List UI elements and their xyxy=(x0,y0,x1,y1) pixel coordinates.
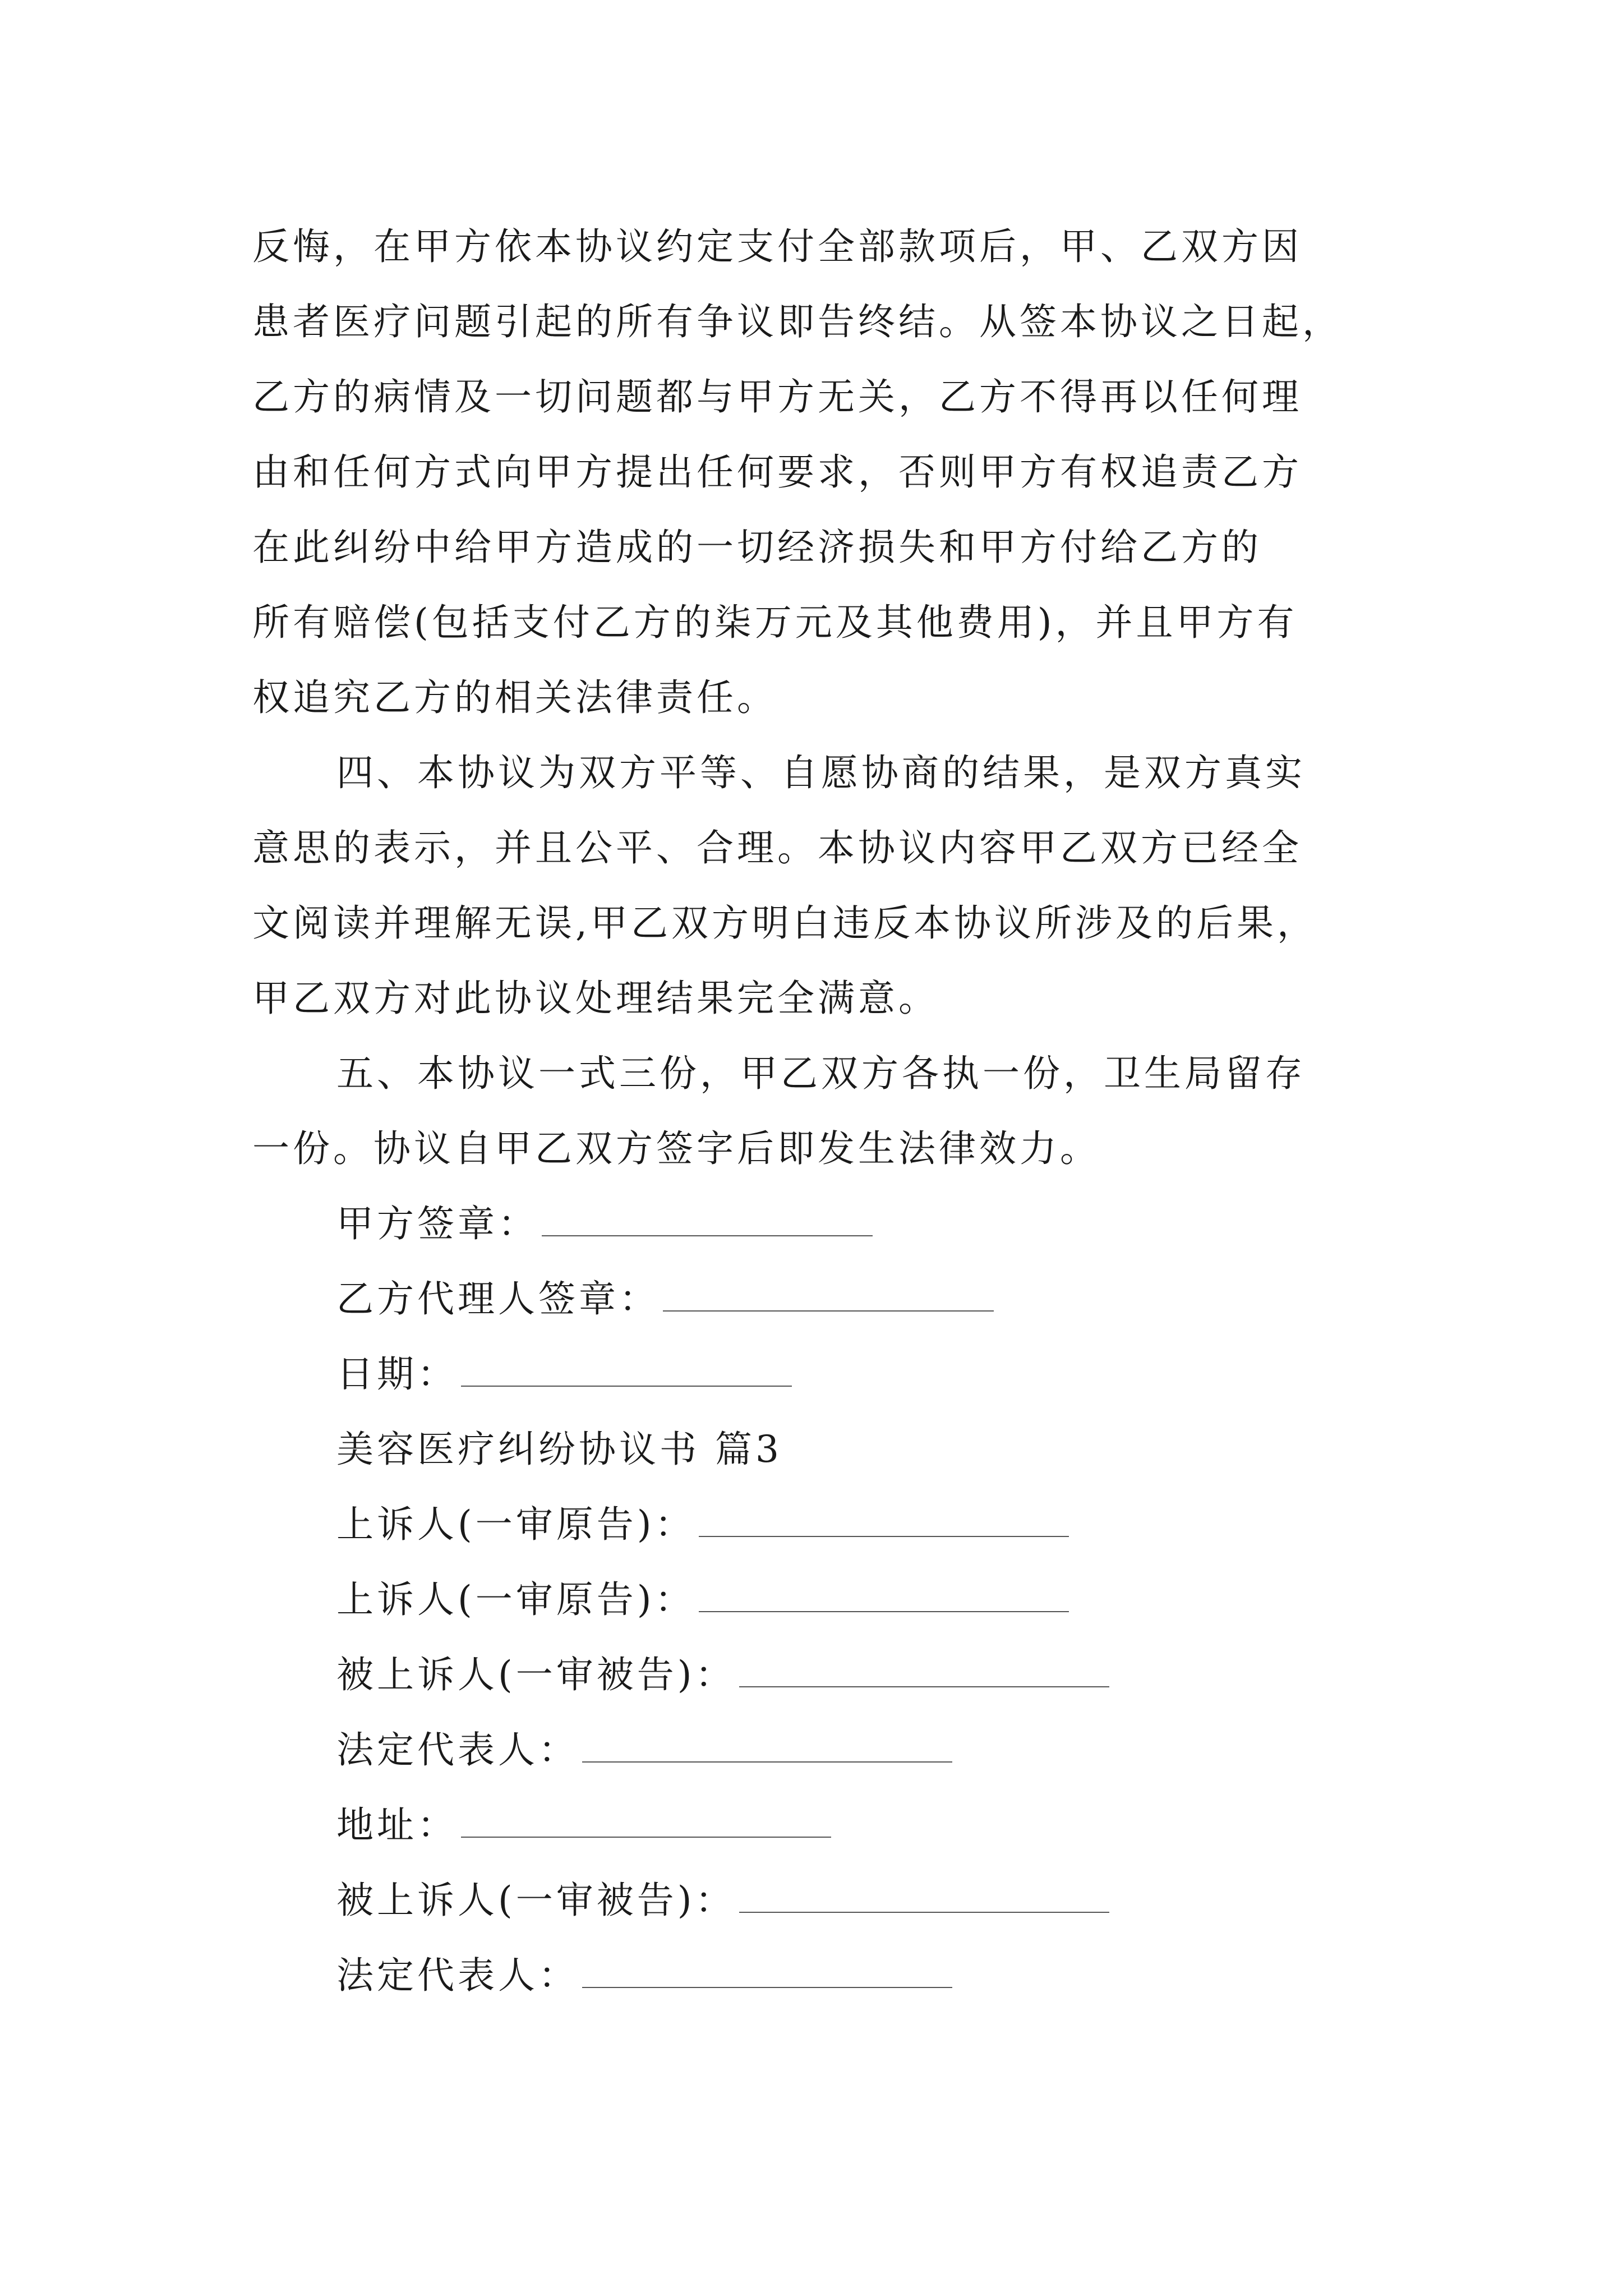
appellant-blank xyxy=(699,1508,1069,1537)
paragraph-line: 意思的表示，并且公平、合理。本协议内容甲乙双方已经全 xyxy=(252,826,1302,869)
appellant-row xyxy=(336,1577,1069,1622)
appellant-label: 上诉人(一审原告)： xyxy=(336,1503,695,1546)
section-title: 美容医疗纠纷协议书 篇3 xyxy=(336,1428,782,1471)
appellant-blank xyxy=(699,1583,1069,1612)
legal-representative-row xyxy=(336,1953,952,1998)
party-b-agent-signature-blank xyxy=(663,1282,994,1312)
paragraph-line: 甲乙双方对此协议处理结果完全满意。 xyxy=(252,977,939,1020)
party-a-signature-blank xyxy=(542,1207,873,1236)
date-blank xyxy=(461,1358,792,1387)
date-row xyxy=(336,1352,792,1397)
legal-representative-label: 法定代表人： xyxy=(336,1728,579,1772)
party-b-agent-signature-row xyxy=(336,1277,994,1322)
appellee-row xyxy=(336,1878,1109,1923)
paragraph-line: 所有赔偿(包括支付乙方的柒万元及其他费用)，并且甲方有 xyxy=(252,601,1298,644)
party-a-signature-label: 甲方签章： xyxy=(336,1202,538,1245)
legal-representative-row xyxy=(336,1728,952,1773)
legal-representative-blank xyxy=(582,1733,952,1763)
party-b-agent-signature-label: 乙方代理人签章： xyxy=(336,1277,660,1320)
paragraph-line: 文阅读并理解无误,甲乙双方明白违反本协议所涉及的后果， xyxy=(252,901,1317,945)
paragraph-line: 权追究乙方的相关法律责任。 xyxy=(252,676,777,719)
address-blank xyxy=(461,1809,831,1838)
appellee-label: 被上诉人(一审被告)： xyxy=(336,1879,736,1922)
appellee-label: 被上诉人(一审被告)： xyxy=(336,1653,736,1696)
paragraph-line: 在此纠纷中给甲方造成的一切经济损失和甲方付给乙方的 xyxy=(252,526,1262,569)
party-a-signature-row xyxy=(336,1202,873,1246)
appellee-blank xyxy=(739,1658,1109,1687)
legal-representative-blank xyxy=(582,1959,952,1988)
paragraph-line: 五、本协议一式三份，甲乙双方各执一份，卫生局留存 xyxy=(336,1052,1306,1095)
paragraph-line: 一份。协议自甲乙双方签字后即发生法律效力。 xyxy=(252,1127,1100,1170)
appellant-row xyxy=(336,1502,1069,1547)
legal-representative-label: 法定代表人： xyxy=(336,1954,579,1997)
appellant-label: 上诉人(一审原告)： xyxy=(336,1578,695,1621)
appellee-row xyxy=(336,1653,1109,1697)
paragraph-line: 患者医疗问题引起的所有争议即告终结。从签本协议之日起， xyxy=(252,300,1343,343)
date-label: 日期： xyxy=(336,1352,458,1396)
paragraph-line: 反悔，在甲方依本协议约定支付全部款项后，甲、乙双方因 xyxy=(252,225,1302,268)
paragraph-line: 四、本协议为双方平等、自愿协商的结果，是双方真实 xyxy=(336,751,1306,794)
address-label: 地址： xyxy=(336,1803,458,1847)
appellee-blank xyxy=(739,1884,1109,1913)
address-row xyxy=(336,1803,831,1848)
paragraph-line: 由和任何方式向甲方提出任何要求，否则甲方有权追责乙方 xyxy=(252,450,1302,494)
paragraph-line: 乙方的病情及一切问题都与甲方无关，乙方不得再以任何理 xyxy=(252,375,1302,418)
